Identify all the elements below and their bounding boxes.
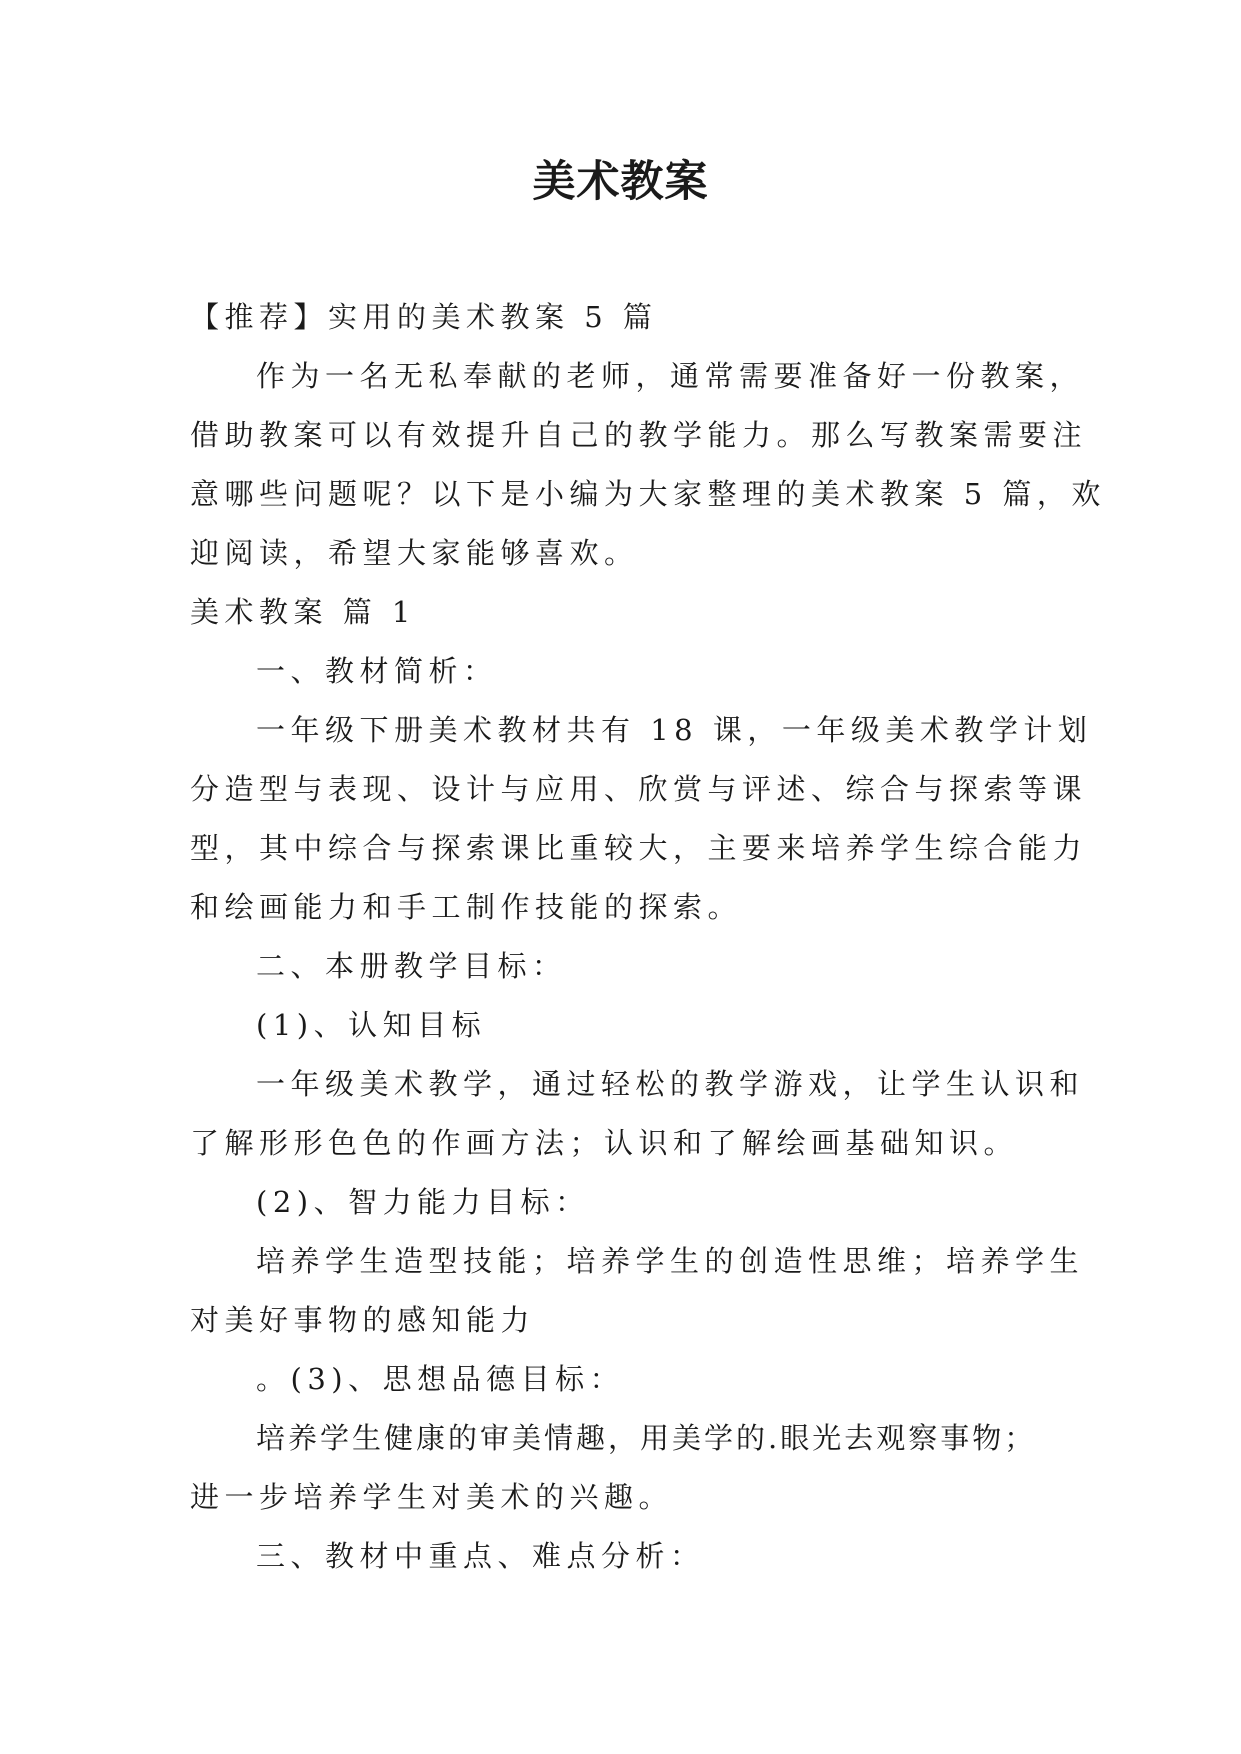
paragraph-line: 【推荐】实用的美术教案 5 篇	[190, 300, 658, 334]
paragraph-line: 借助教案可以有效提升自己的教学能力。那么写教案需要注	[190, 418, 1088, 452]
paragraph-line: 型，其中综合与探索课比重较大，主要来培养学生综合能力	[190, 831, 1088, 865]
subsection-heading: 一、教材简析：	[256, 654, 498, 688]
document-body	[190, 288, 1106, 1586]
document-title: 美术教案	[532, 157, 709, 207]
section-heading: 美术教案 篇 1	[190, 595, 416, 629]
paragraph-line: 培养学生健康的审美情趣，用美学的.眼光去观察事物；	[256, 1421, 1037, 1455]
paragraph-line: 一年级下册美术教材共有 18 课，一年级美术教学计划	[256, 713, 1093, 747]
paragraph-line: 了解形形色色的作画方法；认识和了解绘画基础知识。	[190, 1126, 1019, 1160]
paragraph-line: 对美好事物的感知能力	[190, 1303, 536, 1337]
paragraph-line: 迎阅读，希望大家能够喜欢。	[190, 536, 639, 570]
subsection-heading: (2)、智力能力目标：	[256, 1185, 590, 1219]
subsection-heading: (1)、认知目标	[256, 1008, 487, 1042]
subsection-heading: 三、教材中重点、难点分析：	[256, 1539, 705, 1573]
paragraph-line: 作为一名无私奉献的老师，通常需要准备好一份教案，	[256, 359, 1085, 393]
paragraph-line: 一年级美术教学，通过轻松的教学游戏，让学生认识和	[256, 1067, 1085, 1101]
paragraph-line: 意哪些问题呢？以下是小编为大家整理的美术教案 5 篇，欢	[190, 477, 1106, 511]
subsection-heading: 。(3)、思想品德目标：	[256, 1362, 625, 1396]
paragraph-line: 进一步培养学生对美术的兴趣。	[190, 1480, 674, 1514]
subsection-heading: 二、本册教学目标：	[256, 949, 567, 983]
paragraph-line: 培养学生造型技能；培养学生的创造性思维；培养学生	[256, 1244, 1085, 1278]
paragraph-line: 和绘画能力和手工制作技能的探索。	[190, 890, 743, 924]
paragraph-line: 分造型与表现、设计与应用、欣赏与评述、综合与探索等课	[190, 772, 1088, 806]
